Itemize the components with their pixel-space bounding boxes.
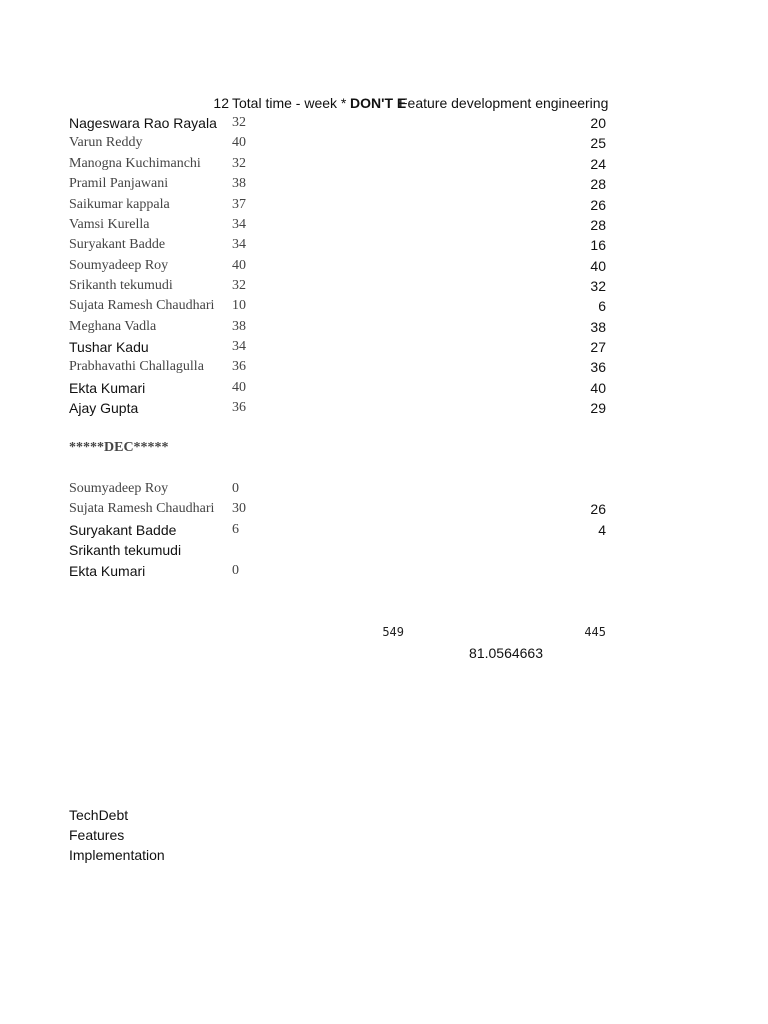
total-time-header: Total time - week *	[232, 95, 347, 111]
row-feature: 40	[590, 380, 606, 396]
row-week: 40	[232, 258, 246, 273]
row-name: Prabhavathi Challagulla	[69, 359, 204, 374]
row-name: Pramil Panjawani	[69, 176, 169, 191]
dec-row-week: 6	[232, 522, 239, 537]
row-name: Meghana Vadla	[69, 319, 157, 334]
row-week: 38	[232, 319, 246, 334]
row-week: 32	[232, 115, 246, 130]
row-name: Srikanth tekumudi	[69, 278, 173, 293]
dec-row-week: 0	[232, 563, 239, 578]
feature-header: Feature development engineering	[399, 95, 609, 111]
row-week: 34	[232, 339, 246, 354]
dec-row-name: Ekta Kumari	[69, 563, 146, 579]
row-week: 37	[232, 197, 246, 212]
row-name: Sujata Ramesh Chaudhari	[69, 298, 215, 313]
row-feature: 24	[590, 156, 606, 172]
row-feature: 28	[590, 176, 606, 192]
row-week: 34	[232, 237, 246, 252]
dec-row-feature: 26	[590, 501, 606, 517]
feature-total: 445	[584, 625, 606, 639]
row-feature: 6	[598, 298, 606, 314]
dec-section-label: *****DEC*****	[69, 440, 169, 455]
row-week: 10	[232, 298, 246, 313]
row-name: Ajay Gupta	[69, 400, 139, 416]
dec-row-name: Sujata Ramesh Chaudhari	[69, 501, 215, 516]
row-week: 32	[232, 156, 246, 171]
row-feature: 32	[590, 278, 606, 294]
row-name: Tushar Kadu	[69, 339, 149, 355]
week-number: 12	[213, 95, 229, 111]
percentage-value: 81.0564663	[469, 645, 543, 661]
dec-row-week: 0	[232, 481, 239, 496]
dec-row-week: 30	[232, 501, 246, 516]
row-feature: 27	[590, 339, 606, 355]
row-feature: 26	[590, 197, 606, 213]
row-feature: 16	[590, 237, 606, 253]
row-week: 40	[232, 135, 246, 150]
row-feature: 29	[590, 400, 606, 416]
dec-row-name: Suryakant Badde	[69, 522, 177, 538]
legend-item: Features	[69, 827, 125, 843]
row-week: 36	[232, 400, 246, 415]
row-week: 38	[232, 176, 246, 191]
row-name: Vamsi Kurella	[69, 217, 150, 232]
row-feature: 38	[590, 319, 606, 335]
legend-item: TechDebt	[69, 807, 129, 823]
row-name: Nageswara Rao Rayala	[69, 115, 217, 131]
week-total: 549	[382, 625, 404, 639]
row-week: 32	[232, 278, 246, 293]
row-feature: 25	[590, 135, 606, 151]
row-week: 34	[232, 217, 246, 232]
row-name: Manogna Kuchimanchi	[69, 156, 201, 171]
row-name: Soumyadeep Roy	[69, 258, 169, 273]
row-feature: 40	[590, 258, 606, 274]
row-feature: 36	[590, 359, 606, 375]
row-week: 40	[232, 380, 246, 395]
dec-row-name: Srikanth tekumudi	[69, 542, 182, 558]
dec-row-name: Soumyadeep Roy	[69, 481, 169, 496]
dec-row-feature: 4	[598, 522, 606, 538]
row-name: Ekta Kumari	[69, 380, 146, 396]
row-feature: 28	[590, 217, 606, 233]
row-feature: 20	[590, 115, 606, 131]
row-name: Suryakant Badde	[69, 237, 166, 252]
row-week: 36	[232, 359, 246, 374]
dont-header: DON'T E	[350, 95, 407, 111]
row-name: Saikumar kappala	[69, 197, 170, 212]
row-name: Varun Reddy	[69, 135, 143, 150]
legend-item: Implementation	[69, 847, 165, 863]
